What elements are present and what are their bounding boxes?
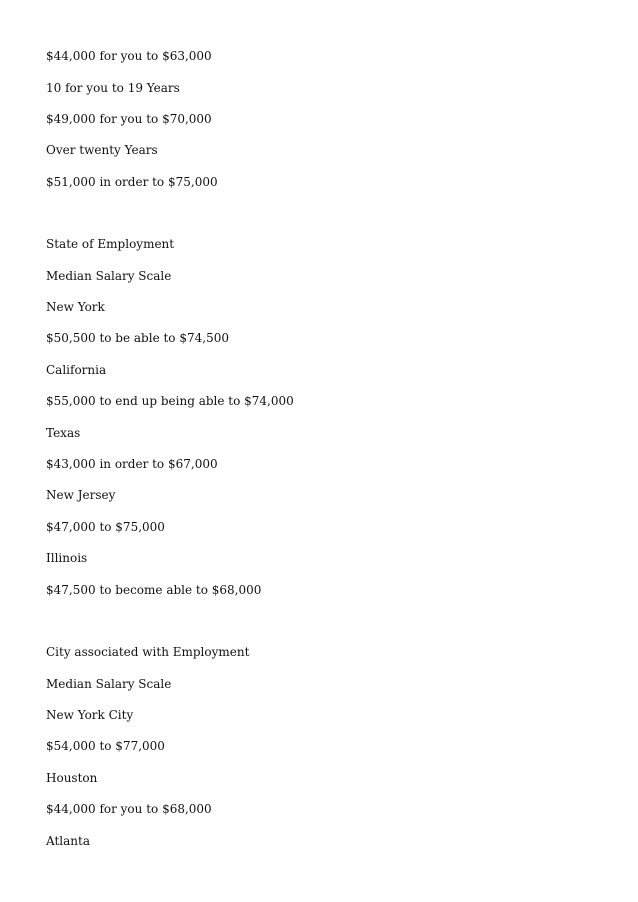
experience-range-text: 10 for you to 19 Years bbox=[46, 81, 180, 95]
city-name: New York City bbox=[46, 708, 134, 722]
city-name: Atlanta bbox=[46, 834, 90, 848]
state-name: California bbox=[46, 363, 107, 377]
salary-range-text: $55,000 to end up being able to $74,000 bbox=[46, 394, 294, 408]
salary-range-text: $47,500 to become able to $68,000 bbox=[46, 583, 262, 597]
state-name: Illinois bbox=[46, 551, 88, 565]
salary-range-text: $44,000 for you to $68,000 bbox=[46, 802, 212, 816]
city-name: Houston bbox=[46, 771, 98, 785]
state-column-header: State of Employment bbox=[46, 237, 175, 251]
median-salary-header: Median Salary Scale bbox=[46, 677, 172, 691]
median-salary-header: Median Salary Scale bbox=[46, 269, 172, 283]
salary-range-text: $50,500 to be able to $74,500 bbox=[46, 331, 229, 345]
salary-range-text: $49,000 for you to $70,000 bbox=[46, 112, 212, 126]
city-column-header: City associated with Employment bbox=[46, 645, 250, 659]
state-name: Texas bbox=[46, 426, 81, 440]
salary-range-text: $51,000 in order to $75,000 bbox=[46, 175, 218, 189]
experience-range-text: Over twenty Years bbox=[46, 143, 158, 157]
salary-range-text: $54,000 to $77,000 bbox=[46, 739, 165, 753]
state-name: New Jersey bbox=[46, 488, 116, 502]
salary-range-text: $47,000 to $75,000 bbox=[46, 520, 165, 534]
salary-range-text: $44,000 for you to $63,000 bbox=[46, 49, 212, 63]
state-name: New York bbox=[46, 300, 105, 314]
salary-range-text: $43,000 in order to $67,000 bbox=[46, 457, 218, 471]
